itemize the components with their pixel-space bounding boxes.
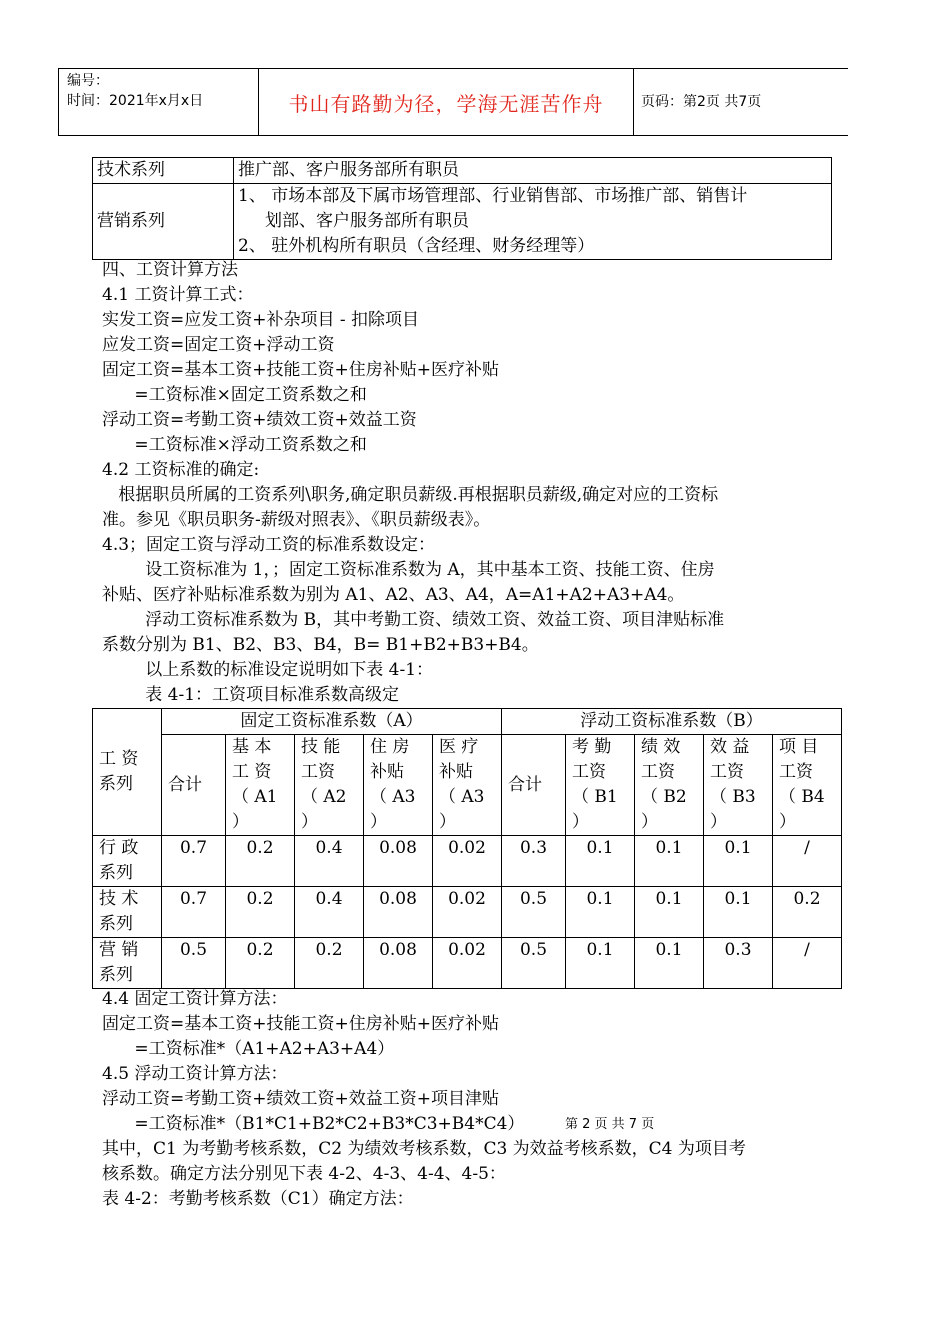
coefficient-table <box>92 708 842 989</box>
series-header <box>93 709 162 836</box>
table-cell: 0.1 <box>635 887 704 938</box>
table-row <box>93 887 842 938</box>
table-cell: 0.2 <box>226 938 295 989</box>
table-cell: 0.3 <box>704 938 773 989</box>
table-row <box>93 836 842 887</box>
body-line: 4.4 固定工资计算方法： <box>102 989 288 1009</box>
column-header: 绩 效 工资 （ B2 ） <box>635 735 704 836</box>
body-line: 准。参见《职员职务-薪级对照表》、《职员薪级表》。 <box>102 510 491 530</box>
scope-line: 1、 市场本部及下属市场管理部、行业销售部、市场推广部、销售计 <box>238 186 748 206</box>
table-cell: 0.5 <box>162 938 226 989</box>
body-line: 4.1 工资计算工式： <box>102 285 254 305</box>
table-cell: 0.1 <box>635 836 704 887</box>
scope-cell: 推广部、客户服务部所有职员 <box>234 158 832 184</box>
body-line: 应发工资=固定工资+浮动工资 <box>102 335 335 355</box>
table-cell: 0.1 <box>566 938 635 989</box>
body-line: 4.2 工资标准的确定: <box>102 460 260 480</box>
table-caption: 表 4-1：工资项目标准系数高级定 <box>102 685 400 705</box>
table-cell: 0.02 <box>433 836 502 887</box>
table-header-row <box>93 709 842 735</box>
series-cell: 技术系列 <box>93 158 234 184</box>
body-line: 表 4-2：考勤考核系数（C1）确定方法： <box>102 1189 414 1209</box>
column-header: 基 本 工 资 （ A1 ） <box>226 735 295 836</box>
body-line: 以上系数的标准设定说明如下表 4-1： <box>102 660 434 680</box>
table-cell: 0.3 <box>502 836 566 887</box>
scope-line: 划部、客户服务部所有职员 <box>238 211 470 231</box>
group-a-header: 固定工资标准系数（A） <box>162 709 502 735</box>
body-line: 浮动工资=考勤工资+绩效工资+效益工资 <box>102 410 417 430</box>
table-cell: 0.4 <box>295 836 364 887</box>
table-row <box>93 158 832 184</box>
table-cell: 0.1 <box>566 887 635 938</box>
body-line: 固定工资=基本工资+技能工资+住房补贴+医疗补贴 <box>102 360 499 380</box>
section-heading: 四、工资计算方法 <box>102 260 238 280</box>
body-line: 其中，C1 为考勤考核系数，C2 为绩效考核系数，C3 为效益考核系数，C4 为项目考 <box>102 1139 746 1159</box>
table-cell: 0.5 <box>502 887 566 938</box>
body-line: 4.3；固定工资与浮动工资的标准系数设定： <box>102 535 436 555</box>
row-label: 营 销 系列 <box>93 938 162 989</box>
body-line: =工资标准×浮动工资系数之和 <box>102 435 367 455</box>
table-cell: 0.2 <box>295 938 364 989</box>
header-page-cell <box>633 69 848 135</box>
body-line: 4.5 浮动工资计算方法： <box>102 1064 288 1084</box>
column-header: 项 目 工资 （ B4 ） <box>773 735 842 836</box>
header-text: 工 资 <box>99 749 139 769</box>
body-line: 根据职员所属的工资系列\职务,确定职员薪级.再根据职员薪级,确定对应的工资标 <box>102 485 719 505</box>
page-header <box>58 68 848 136</box>
table-cell: / <box>773 938 842 989</box>
table-cell: 0.2 <box>226 836 295 887</box>
body-line: 浮动工资标准系数为 B，其中考勤工资、绩效工资、效益工资、项目津贴标准 <box>102 610 725 630</box>
table-row <box>93 938 842 989</box>
row-label: 行 政 系列 <box>93 836 162 887</box>
total-header: 合计 <box>162 735 226 836</box>
table-cell: 0.08 <box>364 938 433 989</box>
time-label: 时间：2021年x月x日 <box>67 93 204 109</box>
column-header: 医 疗 补贴 （ A3 ） <box>433 735 502 836</box>
table-cell: 0.4 <box>295 887 364 938</box>
motto: 书山有路勤为径，学海无涯苦作舟 <box>288 91 604 116</box>
body-line: 系数分别为 B1、B2、B3、B4，B= B1+B2+B3+B4。 <box>102 635 539 655</box>
body-line: =工资标准×固定工资系数之和 <box>102 385 367 405</box>
group-b-header: 浮动工资标准系数（B） <box>502 709 842 735</box>
body-line: =工资标准*（B1*C1+B2*C2+B3*C3+B4*C4） <box>102 1114 525 1134</box>
body-line: 补贴、医疗补贴标准系数为别为 A1、A2、A3、A4，A=A1+A2+A3+A4。 <box>102 585 685 605</box>
scope-line: 2、 驻外机构所有职员（含经理、财务经理等） <box>238 236 595 256</box>
body-line: 设工资标准为 1，；固定工资标准系数为 A，其中基本工资、技能工资、住房 <box>102 560 715 580</box>
table-cell: 0.02 <box>433 887 502 938</box>
column-header: 技 能 工资 （ A2 ） <box>295 735 364 836</box>
body-line: 浮动工资=考勤工资+绩效工资+效益工资+项目津贴 <box>102 1089 499 1109</box>
page-label: 页码：第2页 共7页 <box>641 94 762 110</box>
header-text: 系列 <box>99 774 133 794</box>
total-header: 合计 <box>502 735 566 836</box>
table-cell: 0.5 <box>502 938 566 989</box>
table-cell: 0.08 <box>364 836 433 887</box>
table-cell: 0.1 <box>704 887 773 938</box>
body-line: 固定工资=基本工资+技能工资+住房补贴+医疗补贴 <box>102 1014 499 1034</box>
page-note: 第 2 页 共 7 页 <box>565 1117 655 1132</box>
table-cell: 0.1 <box>704 836 773 887</box>
body-line: =工资标准*（A1+A2+A3+A4） <box>102 1039 395 1059</box>
body-line: 实发工资=应发工资+补杂项目 - 扣除项目 <box>102 310 420 330</box>
table-cell: 0.2 <box>226 887 295 938</box>
number-label: 编号： <box>67 73 109 89</box>
series-cell: 营销系列 <box>93 184 234 260</box>
table-subheader-row <box>93 735 842 836</box>
table-cell: 0.08 <box>364 887 433 938</box>
table-cell: 0.7 <box>162 887 226 938</box>
column-header: 效 益 工资 （ B3 ） <box>704 735 773 836</box>
row-label: 技 术 系列 <box>93 887 162 938</box>
scope-table <box>92 157 832 260</box>
table-cell: 0.7 <box>162 836 226 887</box>
column-header: 考 勤 工资 （ B1 ） <box>566 735 635 836</box>
column-header: 住 房 补贴 （ A3 ） <box>364 735 433 836</box>
scope-cell <box>234 184 832 260</box>
body-line: 核系数。确定方法分别见下表 4-2、4-3、4-4、4-5： <box>102 1164 506 1184</box>
table-cell: / <box>773 836 842 887</box>
table-cell: 0.02 <box>433 938 502 989</box>
table-cell: 0.2 <box>773 887 842 938</box>
table-row <box>93 184 832 260</box>
header-motto-cell <box>258 69 634 135</box>
header-meta <box>58 69 259 135</box>
table-cell: 0.1 <box>566 836 635 887</box>
table-cell: 0.1 <box>635 938 704 989</box>
